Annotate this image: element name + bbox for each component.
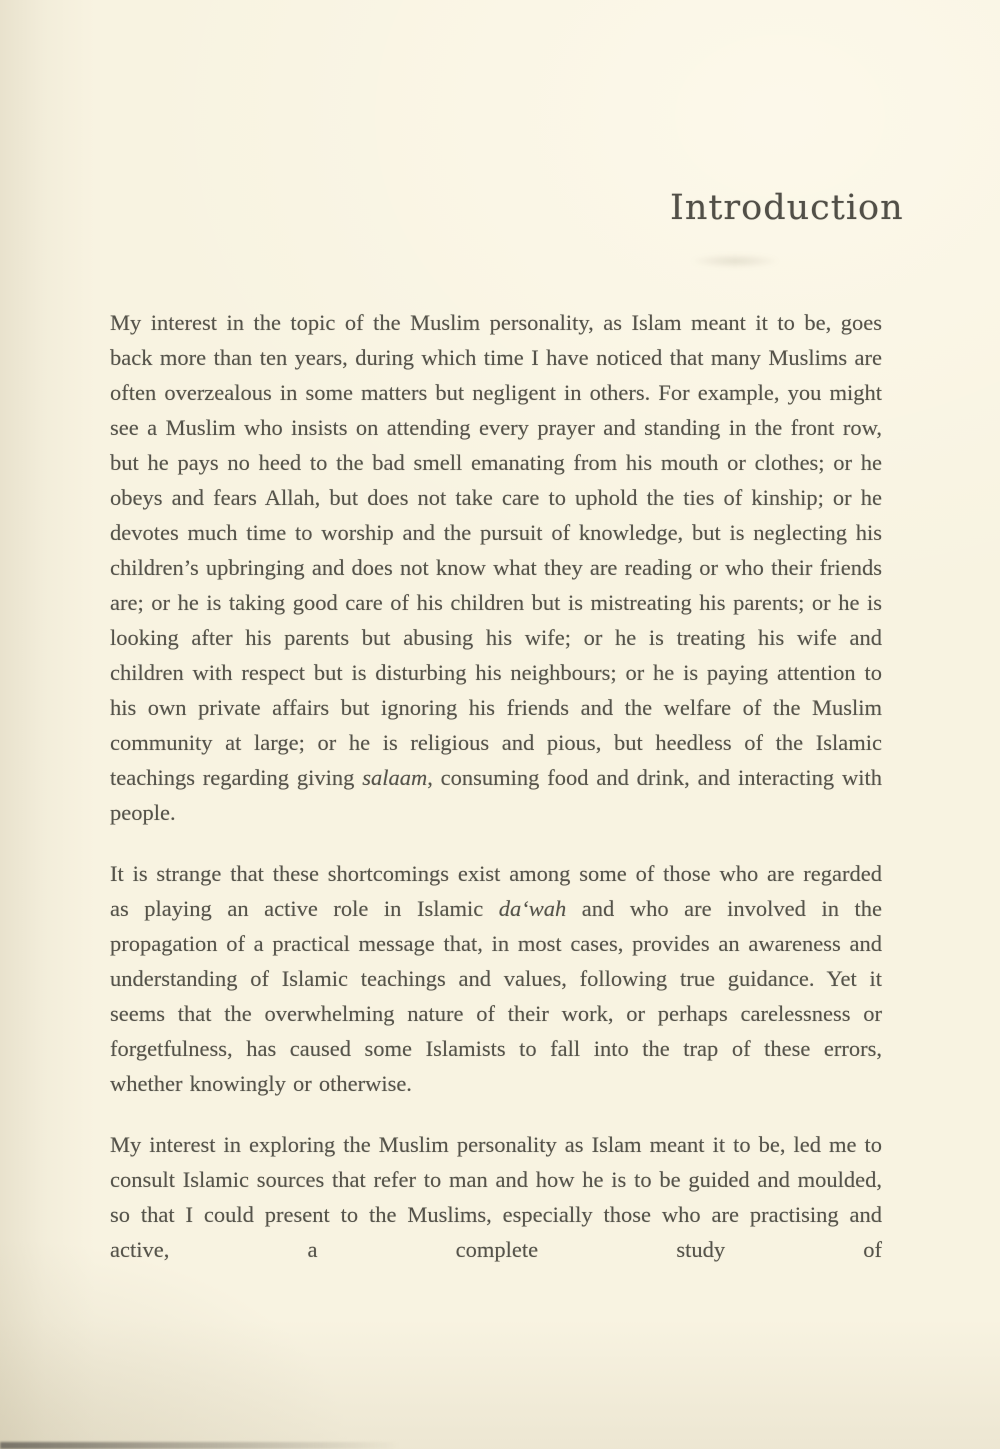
text-segment-italic: salaam	[362, 765, 428, 790]
text-segment: It is strange that these shortcomings exist among some of those who are regarded as playing an active role in Islamic	[110, 861, 882, 921]
text-segment: My interest in the topic of the Muslim personality, as Islam meant it to be, goes back more than ten years, during which time I have noticed that many Muslims are often overzealous in some matters but negligent in others. For example, you might see a Muslim who insists on attending every prayer and standing in the front row, but he pays no heed to the bad smell emanating from his mouth or clothes; or he obeys and fears Allah, but does not take care to uphold the ties of kinship; or he devotes much time to worship and the pursuit of knowledge, but is neglecting his children’s upbringing and does not know what they are reading or who their friends are; or he is taking good care of his children but is mistreating his parents; or he is looking after his parents but abusing his wife; or he is treating his wife and children with respect but is disturbing his neighbours; or he is paying attention to his own private affairs but ignoring his friends and the welfare of the Muslim community at large; or he is religious and pious, but heedless of the Islamic teachings regarding giving	[110, 310, 882, 790]
text-segment-italic: da‘wah	[498, 896, 567, 921]
page-edge-shadow	[0, 1442, 400, 1449]
paragraph-2	[110, 856, 882, 1101]
paragraph-1	[110, 305, 882, 830]
text-segment: My interest in exploring the Muslim personality as Islam meant it to be, led me to consult Islamic sources that refer to man and how he is to be guided and moulded, so that I could present to the Muslims, especially those who are practising and active, a complete study of	[110, 1132, 882, 1262]
scan-smudge	[690, 254, 780, 268]
text-segment: and who are involved in the propagation of a practical message that, in most cases, provides an awareness and understanding of Islamic teachings and values, following true guidance. Yet it seems that the overwhelming nature of their work, or perhaps carelessness or forgetfulness, has caused some Islamists to fall into the trap of these errors, whether knowingly or otherwise.	[110, 896, 882, 1096]
page-title: Introduction	[670, 188, 904, 228]
page-body	[110, 305, 882, 1293]
paragraph-3	[110, 1127, 882, 1267]
text-segment: , consuming food and drink, and interacting with people.	[110, 765, 882, 825]
